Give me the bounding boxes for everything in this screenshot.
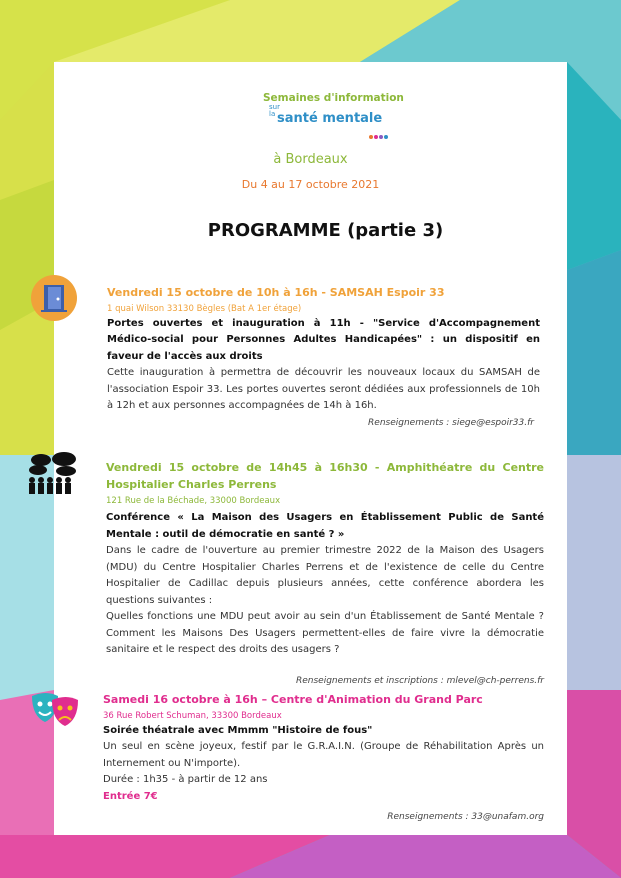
event-theatre — [103, 692, 544, 826]
theater-masks-icon — [28, 690, 82, 730]
event-description: Dans le cadre de l'ouverture au premier trimestre 2022 de la Maison des Usagers (MDU) du Centre Hospitalier Charles Perrens et de l'existence de celle du Centre Hospitalier de Cadillac depuis plusieurs années, cette conférence abordera les questions suivantes : — [106, 545, 544, 606]
logo — [261, 92, 404, 132]
city-heading: à Bordeaux — [273, 152, 348, 167]
logo-line2: santé mentale — [277, 111, 383, 126]
event-price: Entrée 7€ — [103, 790, 158, 802]
event-subtitle: Soirée théatrale avec Mmmm "Histoire de fous" — [103, 724, 373, 736]
event-title: Vendredi 15 octobre de 10h à 16h - SAMSAH Espoir 33 — [107, 286, 445, 299]
event-description: Un seul en scène joyeux, festif par le G.R.A.I.N. (Groupe de Réhabilitation Après un Internement ou N'importe). — [103, 741, 544, 769]
event-description: Cette inauguration à permettra de découvrir les nouveaux locaux du SAMSAH de l'association Espoir 33. Les portes ouvertes seront dédiées aux professionnels de 10h à 12h et aux personnes accompagnées de 14h à 16h. — [107, 367, 540, 411]
logo-la: la — [269, 110, 276, 118]
logo-dots — [369, 124, 389, 143]
event-address: 121 Rue de la Béchade, 33000 Bordeaux — [106, 496, 281, 506]
door-icon — [31, 275, 77, 321]
dates-heading: Du 4 au 17 octobre 2021 — [241, 178, 380, 191]
event-conference — [106, 459, 544, 689]
event-address: 1 quai Wilson 33130 Bègles (Bat A 1er étage) — [107, 303, 302, 314]
event-subtitle: Portes ouvertes et inauguration à 11h - "Service d'Accompagnement Médico-social pour Personnes Adultes Handicapées" : un dispositif en faveur de l'accès aux droits — [107, 317, 540, 362]
logo-line1: Semaines d'information — [263, 92, 404, 104]
logo-sur: sur — [269, 103, 280, 111]
event-samsah — [107, 285, 540, 431]
event-description: Quelles fonctions une MDU peut avoir au sein d'un Établissement de Santé Mentale ? Comment les Maisons Des Usagers permettent-elles de faire vivre la démocratie sanitaire et le respect des droits des usagers ? — [106, 611, 544, 655]
event-title: Vendredi 15 octobre de 14h45 à 16h30 - Amphithéatre du Centre Hospitalier Charles Perrens — [106, 461, 544, 491]
event-info: Renseignements : siege@espoir33.fr — [368, 417, 534, 428]
document-page — [54, 62, 567, 835]
event-duration: Durée : 1h35 - à partir de 12 ans — [103, 774, 268, 785]
event-info: Renseignements : 33@unafam.org — [387, 812, 544, 822]
event-address: 36 Rue Robert Schuman, 33300 Bordeaux — [103, 710, 282, 721]
page-title: PROGRAMME (partie 3) — [207, 220, 444, 241]
event-title: Samedi 16 octobre à 16h – Centre d'Animation du Grand Parc — [103, 693, 483, 706]
event-subtitle: Conférence « La Maison des Usagers en Établissement Public de Santé Mentale : outil de démocratie en santé ? » — [106, 512, 544, 540]
event-info: Renseignements et inscriptions : mlevel@ch-perrens.fr — [295, 675, 544, 686]
conference-icon — [26, 452, 80, 496]
